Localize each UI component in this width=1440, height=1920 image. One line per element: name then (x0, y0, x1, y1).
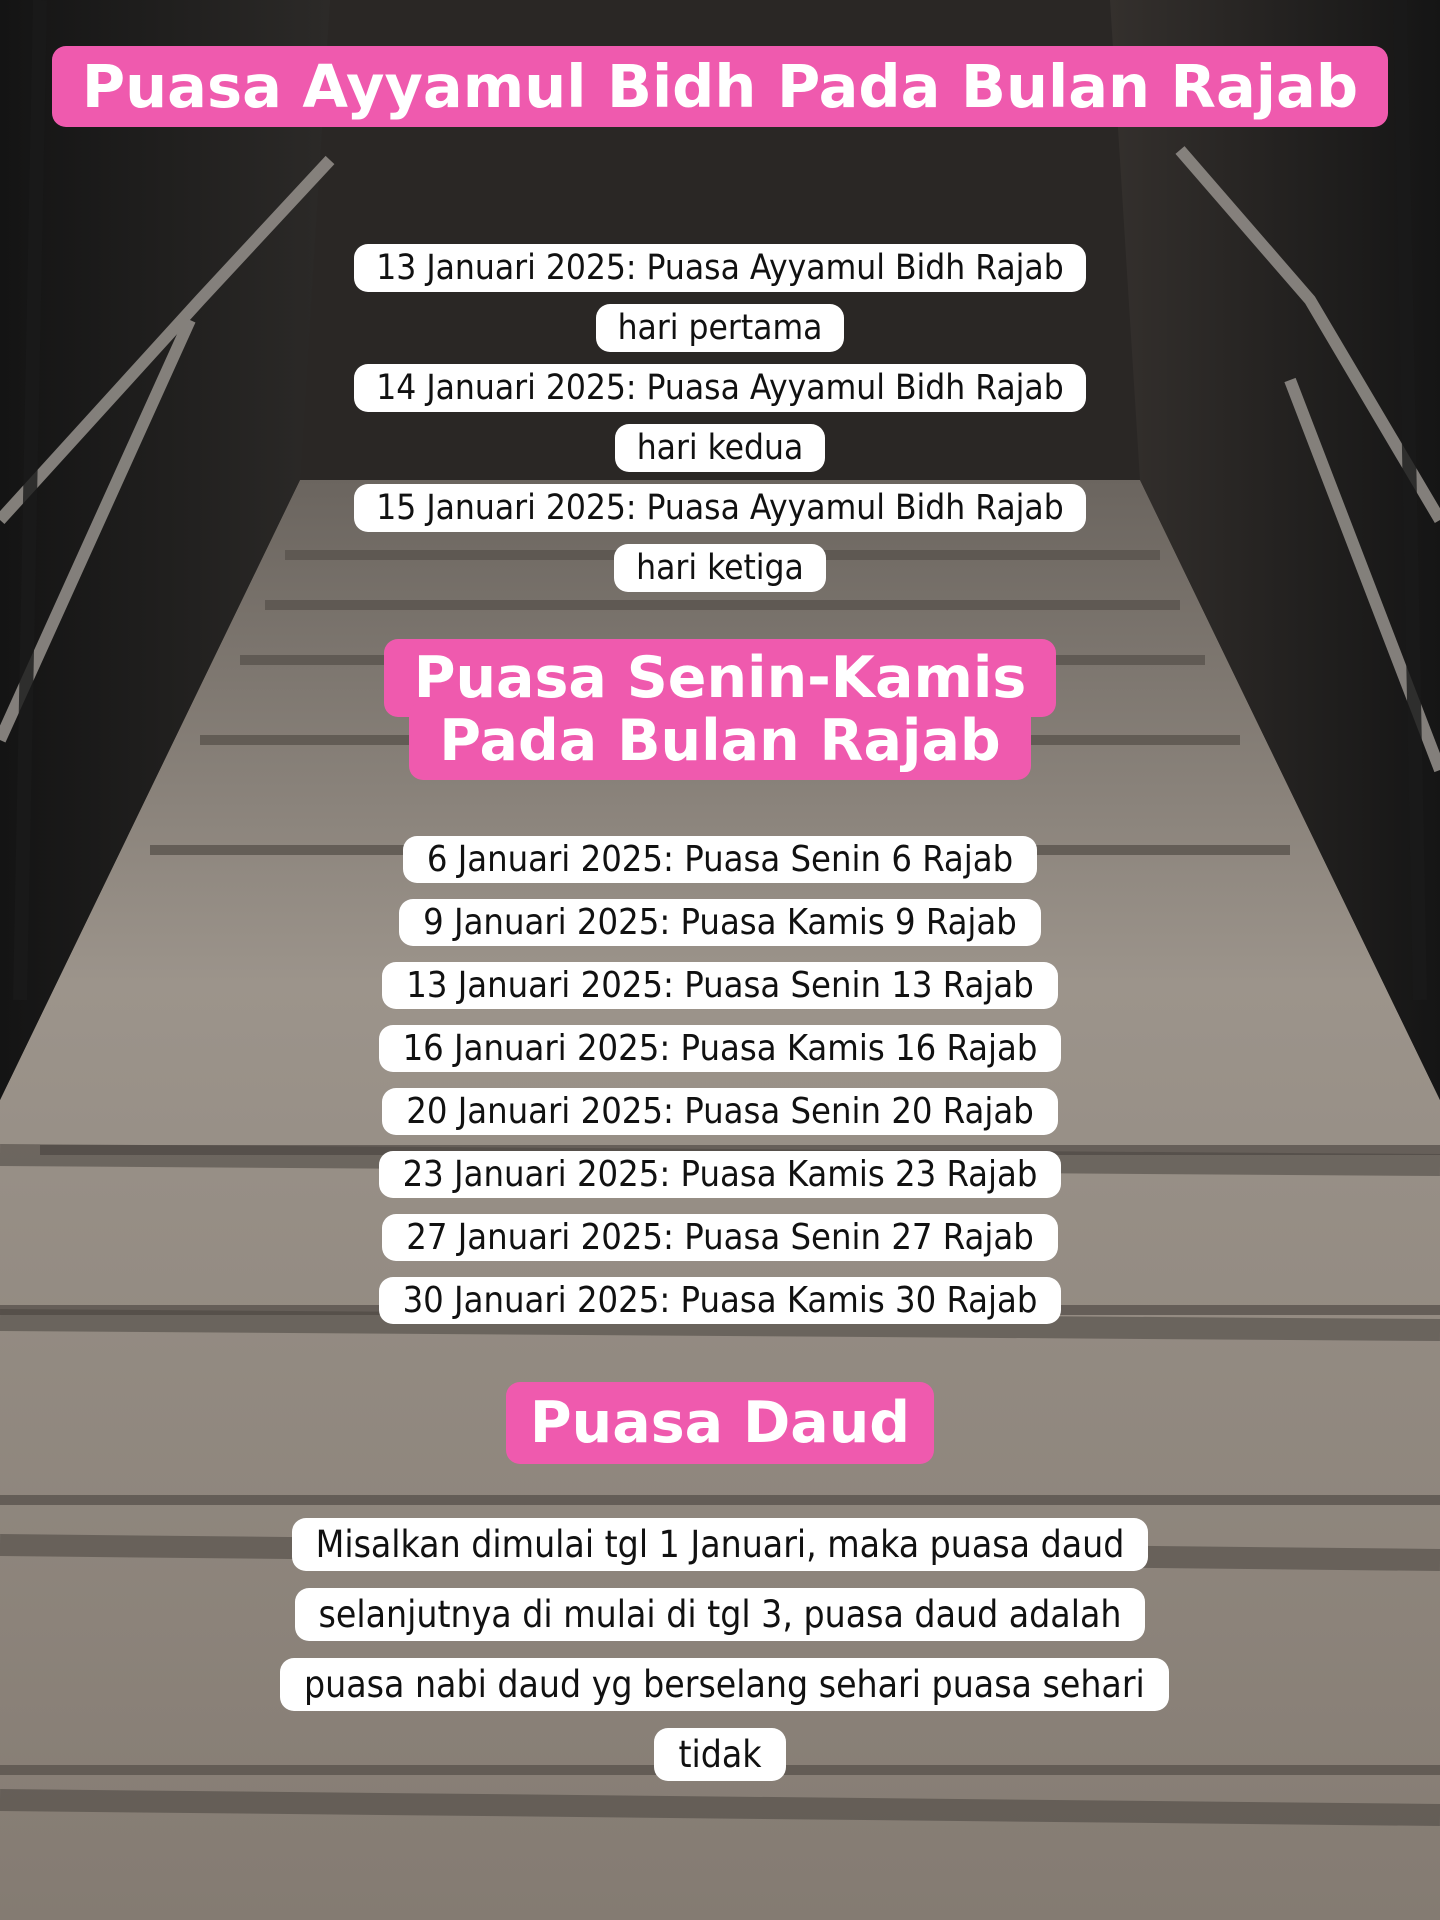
list-senin-kamis-box (379, 836, 1062, 1324)
list-senin-kamis (0, 828, 1440, 1332)
list-item: 6 Januari 2025: Puasa Senin 6 Rajab (426, 839, 1014, 880)
list-item: 14 Januari 2025: Puasa Ayyamul Bidh Rajab hari kedua (376, 368, 1064, 468)
list-item: 9 Januari 2025: Puasa Kamis 9 Rajab (423, 902, 1017, 943)
list-item: 15 Januari 2025: Puasa Ayyamul Bidh Rajab hari ketiga (376, 488, 1064, 588)
list-item: 13 Januari 2025: Puasa Senin 13 Rajab (406, 965, 1034, 1006)
list-ayyamul-bidh (0, 238, 1440, 598)
paragraph-daud (0, 1510, 1440, 1790)
heading-daud-text: Puasa Daud (506, 1382, 934, 1464)
list-item: 30 Januari 2025: Puasa Kamis 30 Rajab (402, 1280, 1038, 1321)
heading-senin-kamis (0, 647, 1440, 773)
heading-daud (0, 1388, 1440, 1458)
paragraph-daud-text: Misalkan dimulai tgl 1 Januari, maka puasa daud selanjutnya di mulai di tgl 3, puasa daud adalah puasa nabi daud yg berselang sehari puasa sehari tidak (280, 1518, 1169, 1781)
list-item: 27 Januari 2025: Puasa Senin 27 Rajab (406, 1217, 1034, 1258)
heading-ayyamul-bidh-text: Puasa Ayyamul Bidh Pada Bulan Rajab (52, 46, 1388, 127)
list-ayyamul-bidh-box (354, 244, 1085, 592)
heading-ayyamul-bidh (0, 52, 1440, 122)
list-item: 20 Januari 2025: Puasa Senin 20 Rajab (406, 1091, 1034, 1132)
list-item: 13 Januari 2025: Puasa Ayyamul Bidh Rajab hari pertama (376, 248, 1064, 348)
heading-senin-kamis-text: Puasa Senin-Kamis Pada Bulan Rajab (384, 639, 1057, 780)
list-item: 23 Januari 2025: Puasa Kamis 23 Rajab (402, 1154, 1038, 1195)
list-item: 16 Januari 2025: Puasa Kamis 16 Rajab (402, 1028, 1038, 1069)
